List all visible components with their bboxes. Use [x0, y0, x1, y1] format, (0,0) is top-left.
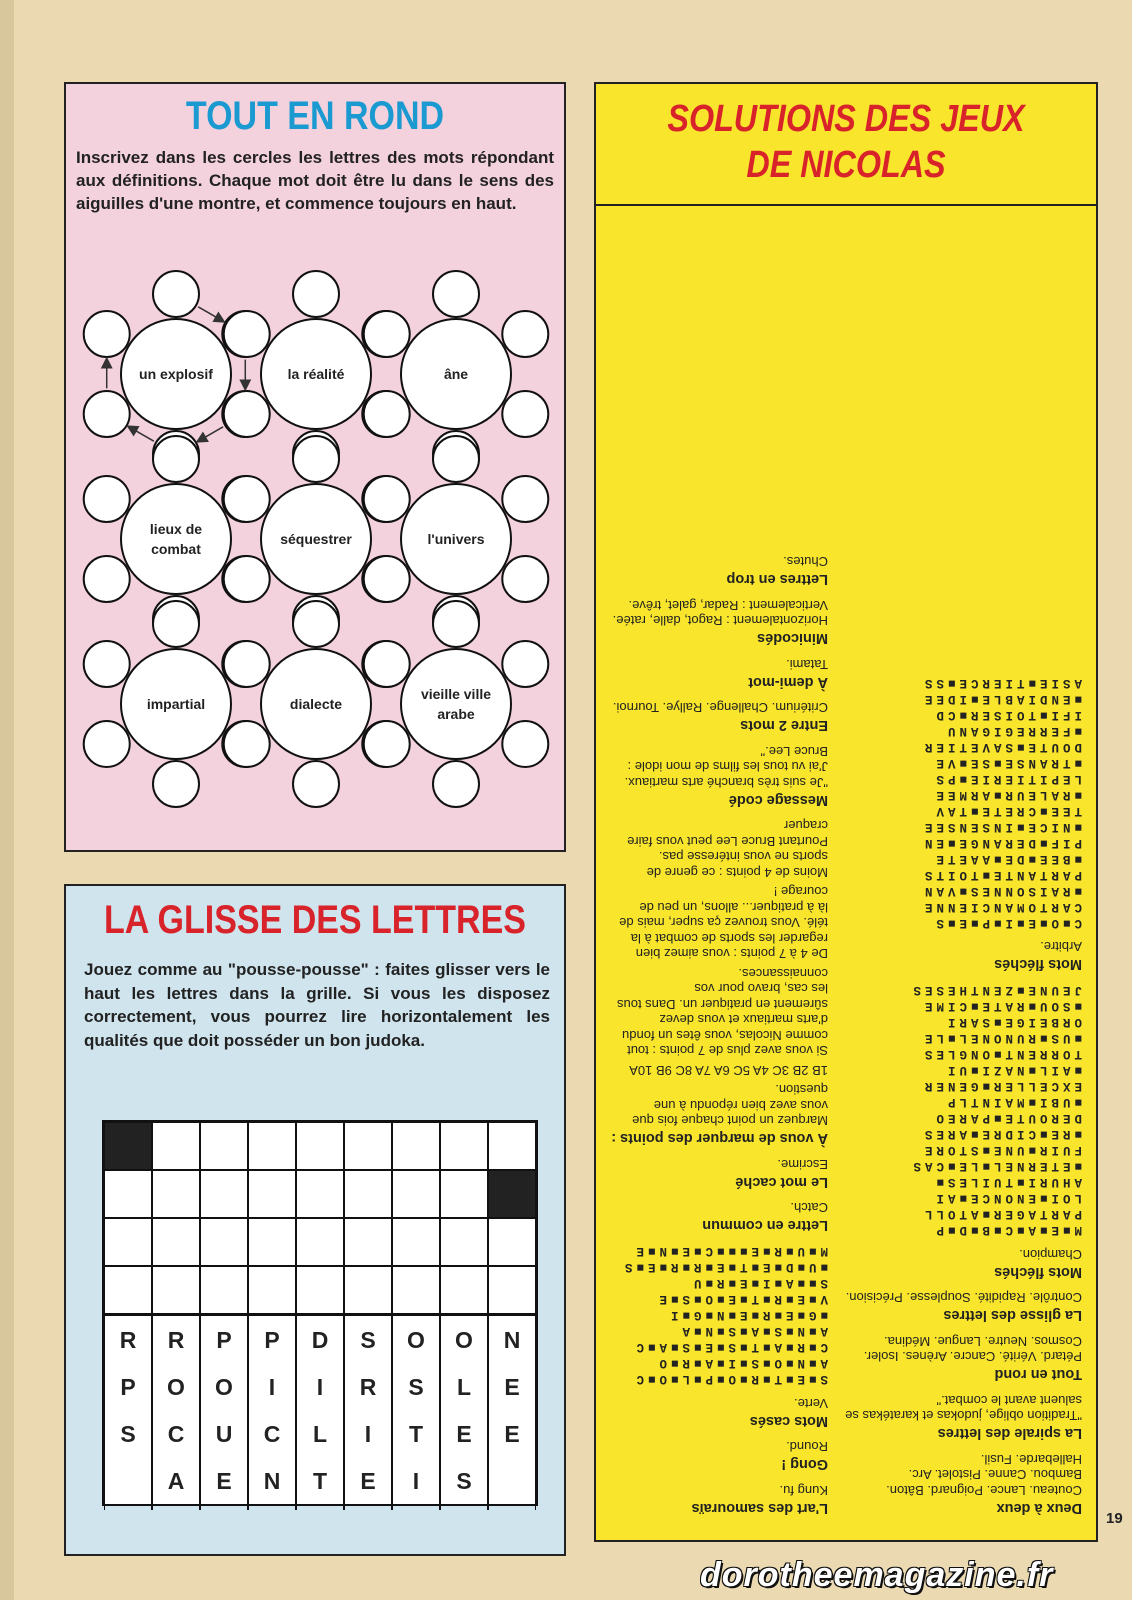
tout-en-rond-title: TOUT EN ROND [185, 94, 445, 138]
solution-grid [842, 983, 1082, 1239]
solution-text: Kung fu. [779, 1483, 828, 1498]
grid-cell[interactable] [104, 1218, 152, 1266]
grid-cell[interactable] [440, 1218, 488, 1266]
sliding-letter[interactable]: P [120, 1374, 136, 1400]
letter-circle [224, 476, 270, 522]
letter-circle [433, 761, 479, 807]
clue-text: arabe [437, 706, 475, 722]
solution-grid-row: PIF■DERANGE■EN [920, 836, 1082, 850]
letter-circle [364, 476, 410, 522]
grid-cell[interactable] [200, 1218, 248, 1266]
letter-circle [224, 391, 270, 437]
sliding-letter[interactable]: P [216, 1327, 232, 1353]
letter-circle [433, 436, 479, 482]
grid-cell[interactable] [296, 1170, 344, 1218]
glisse-title: LA GLISSE DES LETTRES [104, 898, 526, 942]
solution-text: "Tradition oblige, judokas et karatékas se saluent avant le combat." [845, 1393, 1082, 1424]
grid-cell[interactable] [440, 1266, 488, 1314]
grid-cell[interactable] [200, 1170, 248, 1218]
solution-grid-row: ■AIL■NAZI■UI [943, 1063, 1082, 1078]
solution-text: Escrime. [777, 1157, 828, 1172]
sliding-letter[interactable]: O [407, 1327, 425, 1353]
letter-circle [224, 721, 270, 767]
sliding-letter[interactable]: E [504, 1374, 520, 1400]
solutions-body-upside-down [596, 206, 1096, 1540]
solution-grid-row: ■RAISONNES■VAN [920, 884, 1082, 898]
solution-heading: La glisse des lettres [943, 1307, 1082, 1324]
grid-cell[interactable] [488, 1218, 536, 1266]
sliding-letter[interactable]: S [408, 1374, 424, 1400]
clue-text: dialecte [289, 696, 343, 712]
tout-en-rond-panel [64, 82, 566, 852]
letter-column [104, 1316, 152, 1510]
letter-circle [84, 721, 130, 767]
solution-grid-row: M■E■A■C■B■D■P [932, 1223, 1082, 1238]
solution-grid-row: S■■A■I■E■R■U [689, 1276, 828, 1291]
sliding-letter[interactable]: P [264, 1327, 280, 1353]
solutions-title-line1: SOLUTIONS DES JEUX [667, 98, 1025, 140]
solution-grid-row: C■R■A■T■S■E■S■A■C [632, 1340, 828, 1355]
solution-grid-row: EXCELLER■GENER [920, 1079, 1082, 1094]
grid-cell[interactable] [200, 1266, 248, 1314]
solution-text: Champion. [1019, 1247, 1082, 1262]
solution-grid-row: FUIR■UNE■STORE [920, 1143, 1082, 1158]
solution-grid-row: DEROUTE■PAREO [932, 1111, 1082, 1126]
letter-circle [153, 436, 199, 482]
solution-grid-row: ■RALEUR■ARMEE [932, 788, 1082, 802]
tout-en-rond-instructions: Inscrivez dans les cercles les lettres des mots répondant aux définitions. Chaque mot doit être lu dans le sens des aiguilles d'une montre, et commence toujours en haut. [76, 148, 554, 213]
letter-column [392, 1316, 440, 1510]
letter-column [344, 1316, 392, 1510]
letter-circle [502, 721, 548, 767]
solution-grid-row: CARTOMANCIENNE [920, 900, 1082, 914]
solution-heading: À demi-mot [748, 674, 828, 690]
sliding-letter[interactable]: T [312, 1468, 328, 1494]
solutions-column-right [610, 550, 828, 1526]
sliding-letter[interactable]: E [216, 1468, 232, 1494]
solution-grid-row: LEPITIERIE■PS [932, 772, 1082, 786]
solutions-title-line2: DE NICOLAS [746, 144, 946, 186]
solution-grid-row: A■N■O■S■I■A■R■O [655, 1356, 828, 1371]
solution-text: Chutes. [783, 554, 828, 570]
grid-cell[interactable] [248, 1218, 296, 1266]
letter-circle [84, 641, 130, 687]
solution-grid-row: ■UBI■MAINTLP [943, 1095, 1082, 1110]
grid-cell[interactable] [344, 1218, 392, 1266]
circle-puzzle [66, 84, 564, 850]
sliding-letter[interactable]: L [456, 1374, 472, 1400]
grid-cell[interactable] [392, 1266, 440, 1314]
clue-text: âne [443, 366, 469, 382]
grid-cell[interactable] [344, 1170, 392, 1218]
letter-circle [293, 271, 339, 317]
clue-text: la réalité [287, 366, 345, 382]
solution-heading: Entre 2 mots [740, 717, 828, 734]
grid-cell[interactable] [440, 1122, 488, 1170]
solution-text: 1B 2B 3C 4A 5C 6A 7A 8C 9B 10A [629, 1063, 828, 1078]
solution-text: Tatami. [786, 657, 828, 672]
sliding-letter[interactable]: N [263, 1468, 281, 1494]
solution-heading: Mots fléchés [994, 1264, 1082, 1280]
solution-text: Horizontalement : Ragot, dalle, ratée. Verticalement : Radar, galet, trêve. [612, 598, 828, 629]
direction-arrow [129, 427, 154, 441]
sliding-letter[interactable]: O [215, 1374, 233, 1400]
letter-circle [502, 641, 548, 687]
grid-cell[interactable] [488, 1266, 536, 1314]
solution-text: Contrôle. Rapidité. Souplesse. Précision. [845, 1290, 1082, 1306]
solution-heading: Mots fléchés [994, 956, 1082, 973]
solution-text: Si vous avez plus de 7 points : tout comme Nicolas, vous êtes un fondu d'arts martiaux et vous devez sûrement en pratiquer un. Dans tous les cas, bravo pour vos connaissances. [616, 966, 828, 1059]
sliding-letter[interactable]: O [167, 1374, 185, 1400]
letter-circle [502, 391, 548, 437]
solution-heading: Deux à deux [996, 1500, 1082, 1516]
solution-text: Couteau. Lance. Poignard. Bâton. Bambou. Canne. Pistolet. Arc. Hallebarde. Fusil. [886, 1452, 1082, 1498]
solution-grid-row: PARTANTE■TOITS [920, 868, 1082, 882]
solution-grid-row: ■BEE■DE■AAETE [932, 852, 1082, 866]
solution-grid-row: ■SOU■RATE■CIME [920, 999, 1082, 1014]
letter-circle [84, 311, 130, 357]
sliding-letter[interactable]: E [456, 1421, 472, 1447]
grid-cell[interactable] [344, 1266, 392, 1314]
solution-text: "Je suis très branché arts martiaux. J'ai vu tous les films de mon idole : Bruce Lee." [624, 744, 828, 790]
solution-grid-row: IFI■TOISER■CD [932, 708, 1082, 722]
sliding-letter[interactable]: R [119, 1327, 137, 1353]
letter-column [248, 1316, 296, 1510]
solution-grid [610, 1244, 828, 1388]
grid-cell[interactable] [488, 1170, 536, 1218]
sliding-letter[interactable]: O [455, 1327, 473, 1353]
letter-circle [224, 556, 270, 602]
solution-heading: La spirale des lettres [937, 1425, 1082, 1442]
solution-grid-row: ASIE■TIERCE■SS [920, 676, 1082, 690]
grid-cell[interactable] [104, 1170, 152, 1218]
grid-cell[interactable] [104, 1122, 152, 1170]
solution-grid-row: ORBEIGE■SARI [943, 1015, 1082, 1030]
grid-cell[interactable] [392, 1170, 440, 1218]
solution-grid [842, 675, 1082, 931]
sliding-letter[interactable]: S [456, 1468, 472, 1494]
solution-grid-row: DOUTE■SAVETIER [920, 740, 1082, 754]
grid-cell[interactable] [440, 1170, 488, 1218]
solution-text: Pétard. Vérité. Cancre. Arènes. Isoler. Cosmos. Neutre. Langue. Médina. [863, 1334, 1082, 1365]
sliding-letter[interactable]: I [364, 1421, 372, 1447]
solution-text: Round. [786, 1439, 828, 1455]
letter-circle [364, 556, 410, 602]
solution-grid-row: PARTAGER■ATOLL [920, 1207, 1082, 1222]
sliding-letter[interactable] [105, 1463, 151, 1510]
grid-cell[interactable] [152, 1266, 200, 1314]
clue-text: vieille ville [420, 686, 492, 702]
solution-grid-row: ■G■E■R■E■N■G■I [666, 1308, 828, 1323]
grid-cell[interactable] [296, 1266, 344, 1314]
solution-text: Verte. [794, 1396, 828, 1411]
sliding-letter[interactable]: C [167, 1421, 185, 1447]
clue-text: un explosif [139, 366, 213, 382]
letter-column [296, 1316, 344, 1510]
sliding-letter[interactable]: R [359, 1374, 377, 1400]
grid-cell[interactable] [104, 1266, 152, 1314]
sliding-letter[interactable]: E [360, 1468, 376, 1494]
letter-circle [502, 311, 548, 357]
sliding-letter[interactable]: I [316, 1374, 324, 1400]
letter-circle [153, 271, 199, 317]
answer-grid [102, 1120, 538, 1316]
letter-circle [364, 391, 410, 437]
solution-heading: Gong ! [781, 1456, 828, 1473]
page-number: 19 [1106, 1510, 1123, 1527]
direction-arrow [198, 307, 223, 321]
letter-circle [364, 311, 410, 357]
grid-cell[interactable] [392, 1218, 440, 1266]
solution-grid-row: AHURI■TUILES■ [932, 1175, 1082, 1190]
solution-grid-row: ■US■RUNONEL■LE [920, 1031, 1082, 1046]
sliding-letter[interactable]: D [311, 1327, 329, 1353]
solution-grid-row: TEE■CRETE■TAV [932, 804, 1082, 818]
grid-cell[interactable] [152, 1122, 200, 1170]
grid-cell[interactable] [296, 1122, 344, 1170]
solution-heading: Tout en rond [994, 1366, 1082, 1383]
sliding-letter[interactable]: I [412, 1468, 420, 1494]
solution-grid-row: ■FERREGIGANU [943, 724, 1082, 738]
letter-column [488, 1316, 536, 1510]
solution-heading: Mots casés [749, 1413, 828, 1429]
solution-grid-row: C■O■E■I■P■E■S [932, 916, 1082, 930]
solution-grid-row: LOI■ENONCE■AI [932, 1191, 1082, 1206]
solution-text: Marquez un point chaque fois que vous avez bien répondu à une question. [632, 1082, 828, 1129]
sliding-letter[interactable]: E [504, 1421, 520, 1447]
sliding-letter[interactable]: A [167, 1468, 185, 1494]
clue-text: combat [151, 541, 201, 557]
grid-cell[interactable] [248, 1122, 296, 1170]
sliding-letter[interactable]: U [215, 1421, 233, 1447]
solution-heading: Le mot caché [735, 1174, 828, 1190]
letter-circle [153, 761, 199, 807]
letter-column [152, 1316, 200, 1510]
solution-grid-row: ■U■D■E■T■E■R■R■E■S [620, 1260, 828, 1275]
letter-circle [433, 601, 479, 647]
solution-grid-row: TORRENT■ONGLES [920, 1047, 1082, 1062]
solution-grid-row: JEUNE■ZENTHESES [909, 983, 1082, 998]
solution-heading: Minicodés [757, 630, 828, 647]
solution-text: Critérium. Challenge. Rallye. Tournoi. [612, 700, 828, 716]
sliding-letter[interactable]: T [408, 1421, 424, 1447]
grid-cell[interactable] [152, 1218, 200, 1266]
solution-grid-row: S■E■T■R■O■P■L■O■C [632, 1372, 828, 1387]
solution-grid-row: ■ETERNEL■LE■CAS [909, 1159, 1082, 1174]
solution-grid-row: ■NICE■INSENSEE [920, 820, 1082, 834]
solution-text: Arbitre. [1040, 939, 1082, 955]
solution-grid-row: M■U■R■E■■■C■E■N■E [632, 1244, 828, 1259]
solutions-column-left [842, 667, 1082, 1526]
page-edge [0, 0, 14, 1600]
solution-text: Moins de 4 points : ce genre de sports ne vous intéresse pas. Pourtant Bruce Lee peut vous faire craquer [627, 818, 828, 880]
letter-columns [102, 1316, 538, 1506]
solution-heading: Lettres en trop [726, 571, 828, 588]
solution-text: Catch. [790, 1200, 828, 1216]
grid-cell[interactable] [392, 1122, 440, 1170]
letter-circle [364, 721, 410, 767]
clue-text: l'univers [427, 531, 485, 547]
glisse-instructions: Jouez comme au "pousse-pousse" : faites glisser vers le haut les lettres dans la grille. Si vous les disposez correctement, vous pourrez lire horizontalement les qualités que doit posséder un bon judoka. [84, 960, 550, 1050]
letter-circle [224, 641, 270, 687]
solution-heading: Lettre en commun [702, 1217, 828, 1234]
solution-heading: À vous de marquer des points : [611, 1130, 828, 1147]
solution-grid-row: ■ENDIABLE■IDEE [920, 692, 1082, 706]
grid-cell[interactable] [248, 1266, 296, 1314]
sliding-letter[interactable]: N [503, 1327, 521, 1353]
grid-cell[interactable] [344, 1122, 392, 1170]
sliding-letter[interactable]: S [120, 1421, 136, 1447]
letter-column [200, 1316, 248, 1510]
solution-grid-row: V■E■R■T■E■O■S■E [655, 1292, 828, 1307]
grid-cell[interactable] [200, 1122, 248, 1170]
letter-column [440, 1316, 488, 1510]
glisse-panel [64, 884, 566, 1556]
letter-circle [293, 601, 339, 647]
sliding-letter[interactable]: L [312, 1421, 328, 1447]
solutions-header [596, 84, 1096, 206]
grid-cell[interactable] [488, 1122, 536, 1170]
grid-cell[interactable] [152, 1170, 200, 1218]
solution-grid-row: ■TRANSE■SE■VE [932, 756, 1082, 770]
sliding-letter[interactable]: C [263, 1421, 281, 1447]
solution-heading: L'art des samouraïs [691, 1500, 828, 1516]
letter-circle [502, 556, 548, 602]
solutions-panel [594, 82, 1098, 1542]
grid-cell[interactable] [296, 1218, 344, 1266]
clue-text: séquestrer [280, 531, 352, 547]
letter-circle [293, 761, 339, 807]
clue-circle [121, 484, 231, 594]
letter-circle [433, 271, 479, 317]
letter-circle [84, 556, 130, 602]
solution-text: De 4 à 7 points : vous aimez bien regarder les sports de combat à la télé. Vous trouvez ça super, mais de là à pratiquer... allons, un peu de courage ! [619, 884, 828, 962]
letter-circle [153, 601, 199, 647]
letter-circle [84, 391, 130, 437]
solution-heading: Message codé [728, 792, 828, 808]
clue-circle [401, 649, 511, 759]
sliding-letter[interactable]: S [360, 1327, 376, 1353]
direction-arrow [198, 427, 223, 441]
letter-circle [224, 311, 270, 357]
solution-grid-row: A■N■S■A■S■N■A [678, 1324, 828, 1339]
footer-url: dorotheemagazine.fr [700, 1556, 1054, 1594]
letter-circle [293, 436, 339, 482]
sliding-letter[interactable] [489, 1463, 535, 1510]
clue-text: impartial [146, 696, 206, 712]
grid-cell[interactable] [248, 1170, 296, 1218]
letter-circle [84, 476, 130, 522]
sliding-letter[interactable]: I [268, 1374, 276, 1400]
clue-text: lieux de [149, 521, 203, 537]
letter-circle [502, 476, 548, 522]
letter-circle [364, 641, 410, 687]
sliding-letter[interactable]: R [167, 1327, 185, 1353]
solution-grid-row: ■RE■CIDRE■ARES [920, 1127, 1082, 1142]
